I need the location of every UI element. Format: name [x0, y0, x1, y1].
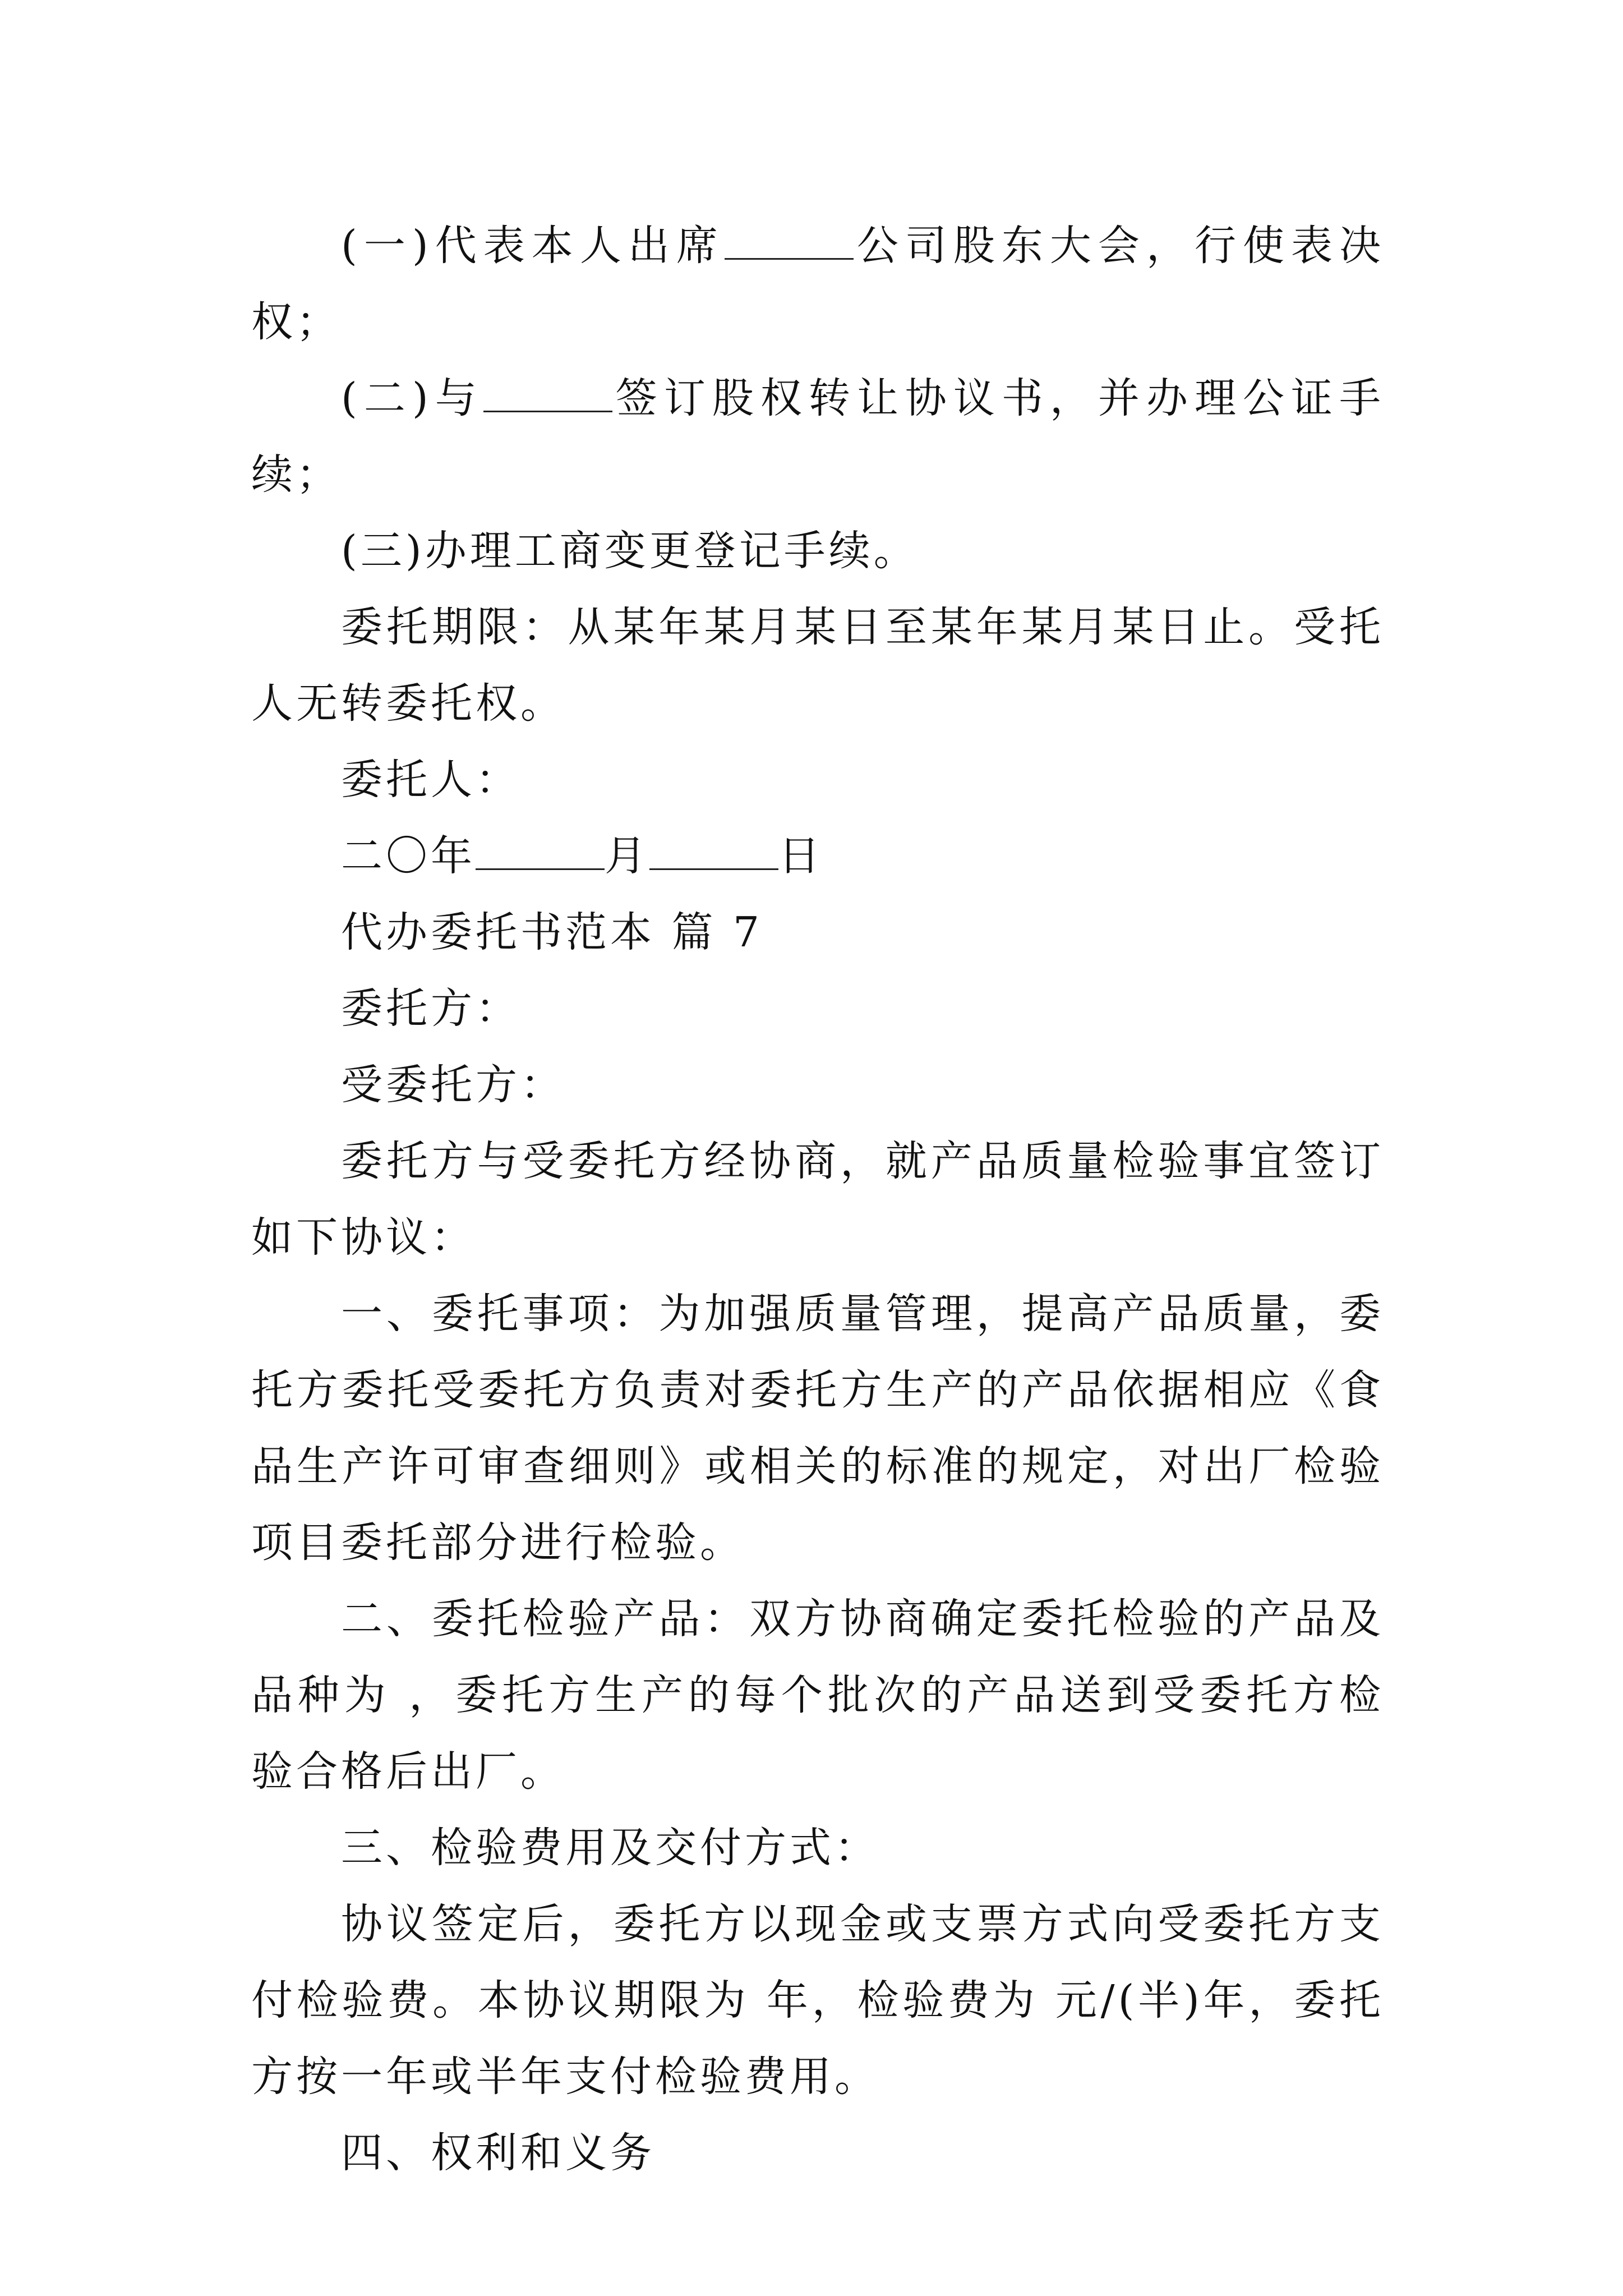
paragraph-text: 一、委托事项：为加强质量管理，提高产品质量，委托方委托受委托方负责对委托方生产的产品依据相应《食品生产许可审查细则》或相关的标准的规定，对出厂检验项目委托部分进行检验。: [251, 1290, 1384, 1567]
paragraph-text: 委托人：: [341, 756, 520, 804]
paragraph-text: 二〇年: [341, 832, 476, 880]
paragraph-text: 四、权利和义务: [341, 2129, 655, 2177]
paragraph-sign-agreement: [251, 360, 1384, 513]
paragraph-text: 公司股东大会，行使表决权；: [251, 222, 1384, 346]
paragraph-text: 日: [778, 832, 823, 880]
blank-line: [725, 221, 854, 260]
paragraph-text: 协议签定后，委托方以现金或支票方式向受委托方支付检验费。本协议期限为 年，检验费为 元/(半)年，委托方按一年或半年支付检验费用。: [251, 1900, 1384, 2101]
paragraph-text: 代办委托书范本 篇 7: [341, 908, 763, 956]
paragraph-attend-meeting: [251, 208, 1384, 360]
paragraph-clause-3: [251, 1810, 1384, 1886]
paragraph-client: [251, 970, 1384, 1047]
paragraph-clause-1: [251, 1276, 1384, 1581]
paragraph-clause-2: [251, 1581, 1384, 1810]
paragraph-text: 委托方：: [341, 984, 520, 1033]
section-heading: [251, 894, 1384, 970]
blank-line: [649, 831, 778, 870]
paragraph-clause-4: [251, 2115, 1384, 2191]
paragraph-intro: [251, 1123, 1384, 1276]
paragraph-text: 受委托方：: [341, 1061, 565, 1109]
paragraph-text: 月: [605, 832, 649, 880]
paragraph-payment: [251, 1886, 1384, 2115]
paragraph-term: [251, 589, 1384, 742]
paragraph-text: 三、检验费用及交付方式：: [341, 1824, 879, 1872]
paragraph-registration: [251, 513, 1384, 589]
paragraph-text: (二)与: [341, 374, 483, 422]
paragraph-text: (一)代表本人出席: [341, 222, 725, 270]
paragraph-text: 二、委托检验产品：双方协商确定委托检验的产品及品种为 ，委托方生产的每个批次的产品送到受委托方检验合格后出厂。: [251, 1595, 1384, 1796]
document-body: [251, 208, 1384, 2191]
paragraph-trustee: [251, 1047, 1384, 1123]
paragraph-date: [251, 818, 1384, 894]
paragraph-principal: [251, 742, 1384, 818]
paragraph-text: 签订股权转让协议书，并办理公证手续；: [251, 374, 1384, 499]
paragraph-text: 委托期限：从某年某月某日至某年某月某日止。受托人无转委托权。: [251, 603, 1384, 728]
paragraph-text: 委托方与受委托方经协商，就产品质量检验事宜签订如下协议：: [251, 1137, 1384, 1262]
paragraph-text: (三)办理工商变更登记手续。: [341, 527, 919, 575]
blank-line: [483, 374, 612, 412]
blank-line: [476, 831, 605, 870]
